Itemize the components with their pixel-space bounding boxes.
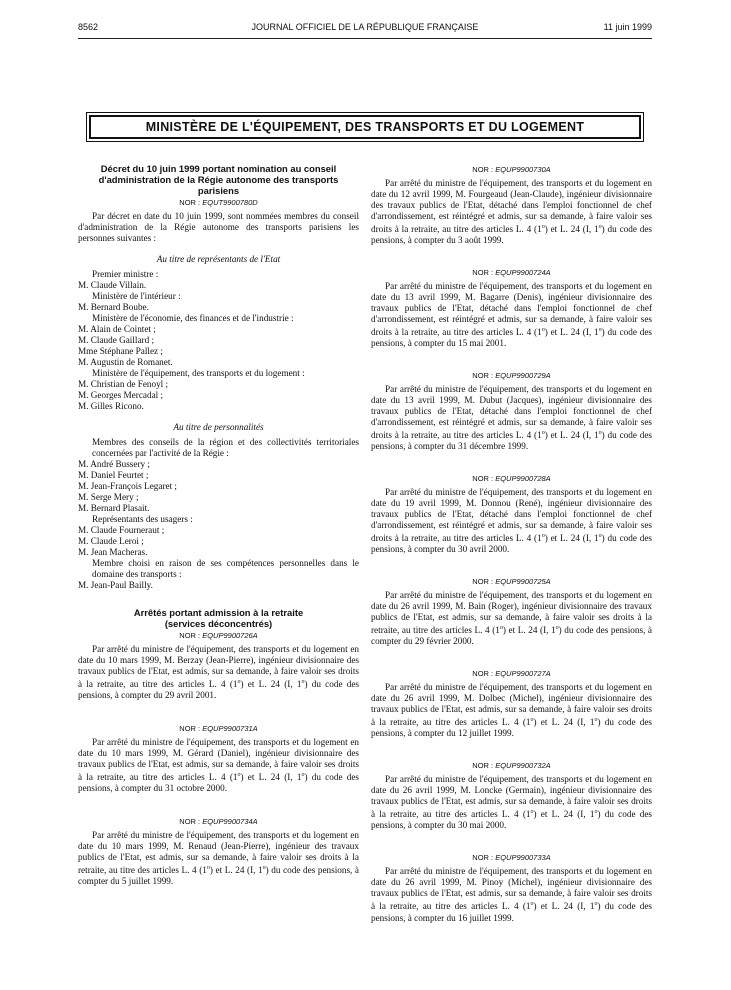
member-name: M. Claude Gaillard ; bbox=[78, 335, 155, 345]
retirement-title bbox=[78, 607, 359, 629]
order-nor bbox=[371, 669, 652, 679]
member-role: Ministère de l'intérieur : bbox=[92, 291, 181, 301]
section-personalities: Au titre de personnalités bbox=[173, 422, 264, 432]
member-name: M. Claude Fourneraut ; bbox=[78, 525, 165, 535]
order-nor bbox=[371, 165, 652, 175]
member-name: M. Alain de Cointet ; bbox=[78, 324, 156, 334]
member-name: M. André Bussery ; bbox=[78, 459, 150, 469]
order-block bbox=[371, 165, 652, 246]
decree-nor bbox=[78, 198, 359, 208]
nor-label: NOR : bbox=[179, 631, 203, 640]
order-text: Par arrêté du ministre de l'équipement, des transports et du logement en date du 13 avril 1999, M. Dubut (Jacques), ingénieur divisionnaire des travaux publics de l'Etat, détaché dans l'emploi fonctionnel de chef d'arrondissement, est réintégré et admis, sur sa demande, à faire valoir ses droits à la retraite, au titre des articles L. 4 (1$^o$) et L. 24 (I, 1$^o$) du code des pensions, à compter du 31 décembre 1999. bbox=[371, 384, 652, 452]
order-block bbox=[371, 268, 652, 349]
order-text: Par arrêté du ministre de l'équipement, des transports et du logement en date du 12 avril 1999, M. Fourgeaud (Jean-Claude), ingénieur divisionnaire des travaux publics de l'Etat, détaché dans l'emploi fonctionnel de chef d'arrondissement, est réintégré et admis, sur sa demande, à faire valoir ses droits à la retraite, au titre des articles L. 4 (1$^o$) et L. 24 (I, 1$^o$) du code des pensions, à compter du 3 août 1999. bbox=[371, 178, 652, 246]
nor-label: NOR : bbox=[472, 853, 496, 863]
decree-intro: Par décret en date du 10 juin 1999, sont nommées membres du conseil d'administration de la Régie autonome des transports parisiens les personnes suivantes : bbox=[78, 211, 359, 243]
order-nor bbox=[371, 761, 652, 771]
retirement-title-line2: (services déconcentrés) bbox=[164, 618, 273, 629]
member-name: M. Augustin de Romanet. bbox=[78, 357, 173, 367]
order-nor bbox=[371, 371, 652, 381]
decree-title: Décret du 10 juin 1999 portant nomination au conseil d'administration de la Régie autonome des transports parisiens bbox=[98, 163, 339, 196]
order-text: Par arrêté du ministre de l'équipement, des transports et du logement en date du 26 avril 1999, M. Loncke (Germain), ingénieur divisionnaire des travaux publics de l'Etat, est admis, sur sa demande, à faire valoir ses droits à la retraite, au titre des articles L. 4 (1$^o$) et L. 24 (I, 1$^o$) du code des pensions, à compter du 30 mai 2000. bbox=[371, 774, 653, 831]
member-name: M. Bernard Boube. bbox=[78, 302, 149, 312]
order-text: Par arrêté du ministre de l'équipement, des transports et du logement en date du 19 avril 1999, M. Donnou (René), ingénieur divisionnaire des travaux publics de l'Etat, détaché dans l'emploi fonctionnel de chef d'arrondissement, est réintégré et admis, sur sa demande, à faire valoir ses droits à la retraite, au titre des articles L. 4 (1$^o$) et L. 24 (I, 1$^o$) du code des pensions, à compter du 30 avril 2000. bbox=[371, 487, 652, 555]
page-number: 8562 bbox=[78, 22, 99, 32]
nor-label: NOR : bbox=[472, 371, 496, 381]
member-role: Ministère de l'économie, des finances et de l'industrie : bbox=[92, 313, 294, 323]
order-nor bbox=[371, 474, 652, 484]
member-name: M. Bernard Plasait. bbox=[78, 503, 150, 513]
order-block bbox=[371, 761, 652, 831]
member-name: M. Jean-Paul Bailly. bbox=[78, 580, 153, 590]
nor-code: EQUP9900727A bbox=[495, 669, 551, 679]
ministry-title: MINISTÈRE DE L'ÉQUIPEMENT, DES TRANSPORTS ET DU LOGEMENT bbox=[89, 115, 641, 139]
nor-label: NOR : bbox=[472, 669, 496, 679]
nor-code: EQUP9900724A bbox=[495, 268, 551, 278]
nor-label: NOR : bbox=[472, 474, 496, 484]
member-role: Représentants des usagers : bbox=[92, 514, 193, 524]
member-name: M. Claude Leroi ; bbox=[78, 536, 144, 546]
order-nor bbox=[371, 577, 652, 587]
order-nor bbox=[371, 853, 652, 863]
nor-label: NOR : bbox=[472, 577, 496, 587]
nor-code: EQUP9900730A bbox=[495, 165, 551, 174]
retirement-title-line1: Arrêtés portant admission à la retraite bbox=[133, 607, 304, 618]
issue-date: 11 juin 1999 bbox=[603, 22, 652, 32]
nor-code: EQUP9900733A bbox=[495, 853, 551, 863]
right-column bbox=[371, 163, 652, 946]
order-nor bbox=[78, 631, 359, 641]
order-block bbox=[371, 371, 652, 452]
nor-label: NOR : bbox=[472, 268, 496, 278]
member-name: M. Serge Mery ; bbox=[78, 492, 139, 502]
nor-label: NOR : bbox=[179, 198, 201, 207]
nor-code: EQUP9900731A bbox=[202, 724, 258, 734]
member-name: M. Jean-François Legaret ; bbox=[78, 481, 177, 491]
order-block bbox=[78, 631, 359, 701]
nor-label: NOR : bbox=[179, 724, 203, 734]
order-text: Par arrêté du ministre de l'équipement, des transports et du logement en date du 26 avril 1999, M. Pinoy (Michel), ingénieur divisionnaire des travaux publics de l'Etat, est admis, sur sa demande, à faire valoir ses droits à la retraite, au titre des articles L. 4 (1$^o$) et L. 24 (I, 1$^o$) du code des pensions, à compter du 16 juillet 1999. bbox=[371, 866, 653, 923]
nor-code: EQUP9900734A bbox=[202, 817, 258, 827]
nor-label: NOR : bbox=[472, 165, 496, 174]
member-name: M. Christian de Fenoyl ; bbox=[78, 379, 169, 389]
member-name: M. Claude Villain. bbox=[78, 280, 147, 290]
order-text: Par arrêté du ministre de l'équipement, des transports et du logement en date du 13 avril 1999, M. Bagarre (Denis), ingénieur divisionnaire des travaux publics de l'Etat, détaché dans l'emploi fonctionnel de chef d'arrondissement, est réintégré et admis, sur sa demande, à faire valoir ses droits à la retraite, au titre des articles L. 4 (1$^o$) et L. 24 (I, 1$^o$) du code des pensions, à compter du 15 mai 2001. bbox=[371, 281, 652, 349]
left-column bbox=[78, 163, 359, 910]
order-nor bbox=[78, 817, 359, 827]
member-name: M. Jean Macheras. bbox=[78, 547, 148, 557]
journal-title: JOURNAL OFFICIEL DE LA RÉPUBLIQUE FRANÇAISE bbox=[251, 22, 479, 32]
member-role: Ministère de l'équipement, des transports et du logement : bbox=[92, 368, 305, 378]
member-name: M. Georges Mercadal ; bbox=[78, 390, 164, 400]
member-name: Mme Stéphane Pallez ; bbox=[78, 346, 163, 356]
order-nor bbox=[78, 724, 359, 734]
nor-code: EQUT9900780D bbox=[202, 198, 258, 207]
left-orders-list bbox=[78, 631, 359, 887]
nor-label: NOR : bbox=[179, 817, 203, 827]
nor-code: EQUP9900729A bbox=[495, 371, 551, 381]
nor-code: EQUP9900732A bbox=[495, 761, 551, 771]
page-header bbox=[78, 22, 652, 36]
order-block bbox=[371, 669, 652, 739]
member-name: M. Daniel Feurtet ; bbox=[78, 470, 149, 480]
nor-code: EQUP9900725A bbox=[495, 577, 551, 587]
order-text: Par arrêté du ministre de l'équipement, des transports et du logement en date du 26 avril 1999, M. Dolbec (Michel), ingénieur divisionnaire des travaux publics de l'Etat, est admis, sur sa demande, à faire valoir ses droits à la retraite, au titre des articles L. 4 (1$^o$) et L. 24 (I, 1$^o$) du code des pensions, à compter du 12 juillet 1999. bbox=[371, 682, 653, 739]
order-block bbox=[371, 853, 652, 923]
state-members-list bbox=[78, 269, 359, 412]
order-block bbox=[371, 474, 652, 555]
order-text: Par arrêté du ministre de l'équipement, des transports et du logement en date du 26 avril 1999, M. Bain (Roger), ingénieur divisionnaire des travaux publics de l'Etat, est admis, sur sa demande, à faire valoir ses droits à la retraite, au titre des articles L. 4 (1$^o$) et L. 24 (I, 1$^o$) du code des pensions, à compter du 29 février 2000. bbox=[371, 590, 653, 647]
nor-code: EQUP9900726A bbox=[202, 631, 258, 640]
order-text: Par arrêté du ministre de l'équipement, des transports et du logement en date du 10 mars 1999, M. Gérard (Daniel), ingénieur divisionnaire des travaux publics de l'Etat, est admis, sur sa demande, à faire valoir ses droits à la retraite, au titre des articles L. 4 (1$^o$) et L. 24 (I, 1$^o$) du code des pensions, à compter du 31 octobre 2000. bbox=[78, 737, 360, 794]
order-block bbox=[78, 724, 359, 794]
nor-code: EQUP9900728A bbox=[495, 474, 551, 484]
order-nor bbox=[371, 268, 652, 278]
member-role: Membres des conseils de la région et des collectivités territoriales concernées par l'activité de la Régie : bbox=[92, 437, 359, 458]
member-role: Membre choisi en raison de ses compétences personnelles dans le domaine des transports : bbox=[92, 558, 359, 579]
right-orders-list bbox=[371, 165, 652, 924]
order-text: Par arrêté du ministre de l'équipement, des transports et du logement en date du 10 mars 1999, M. Berzay (Jean-Pierre), ingénieur divisionnaire des travaux publics de l'Etat, est admis, sur sa demande, à faire valoir ses droits à la retraite, au titre des articles L. 4 (1$^o$) et L. 24 (I, 1$^o$) du code des pensions, à compter du 29 avril 2001. bbox=[78, 644, 360, 701]
nor-label: NOR : bbox=[472, 761, 496, 771]
member-role: Premier ministre : bbox=[92, 269, 159, 279]
member-name: M. Gilles Ricono. bbox=[78, 401, 144, 411]
personality-members-list bbox=[78, 437, 359, 591]
order-block bbox=[371, 577, 652, 647]
section-state: Au titre de représentants de l'Etat bbox=[156, 254, 281, 264]
header-rule bbox=[78, 38, 652, 39]
order-block bbox=[78, 817, 359, 887]
order-text: Par arrêté du ministre de l'équipement, des transports et du logement en date du 10 mars 1999, M. Renaud (Jean-Pierre), ingénieur des travaux publics de l'Etat, est admis, sur sa demande, à faire valoir ses droits à la retraite, au titre des articles L. 4 (1$^o$) et L. 24 (I, 1$^o$) du code des pensions, à compter du 5 juillet 1999. bbox=[78, 830, 360, 887]
